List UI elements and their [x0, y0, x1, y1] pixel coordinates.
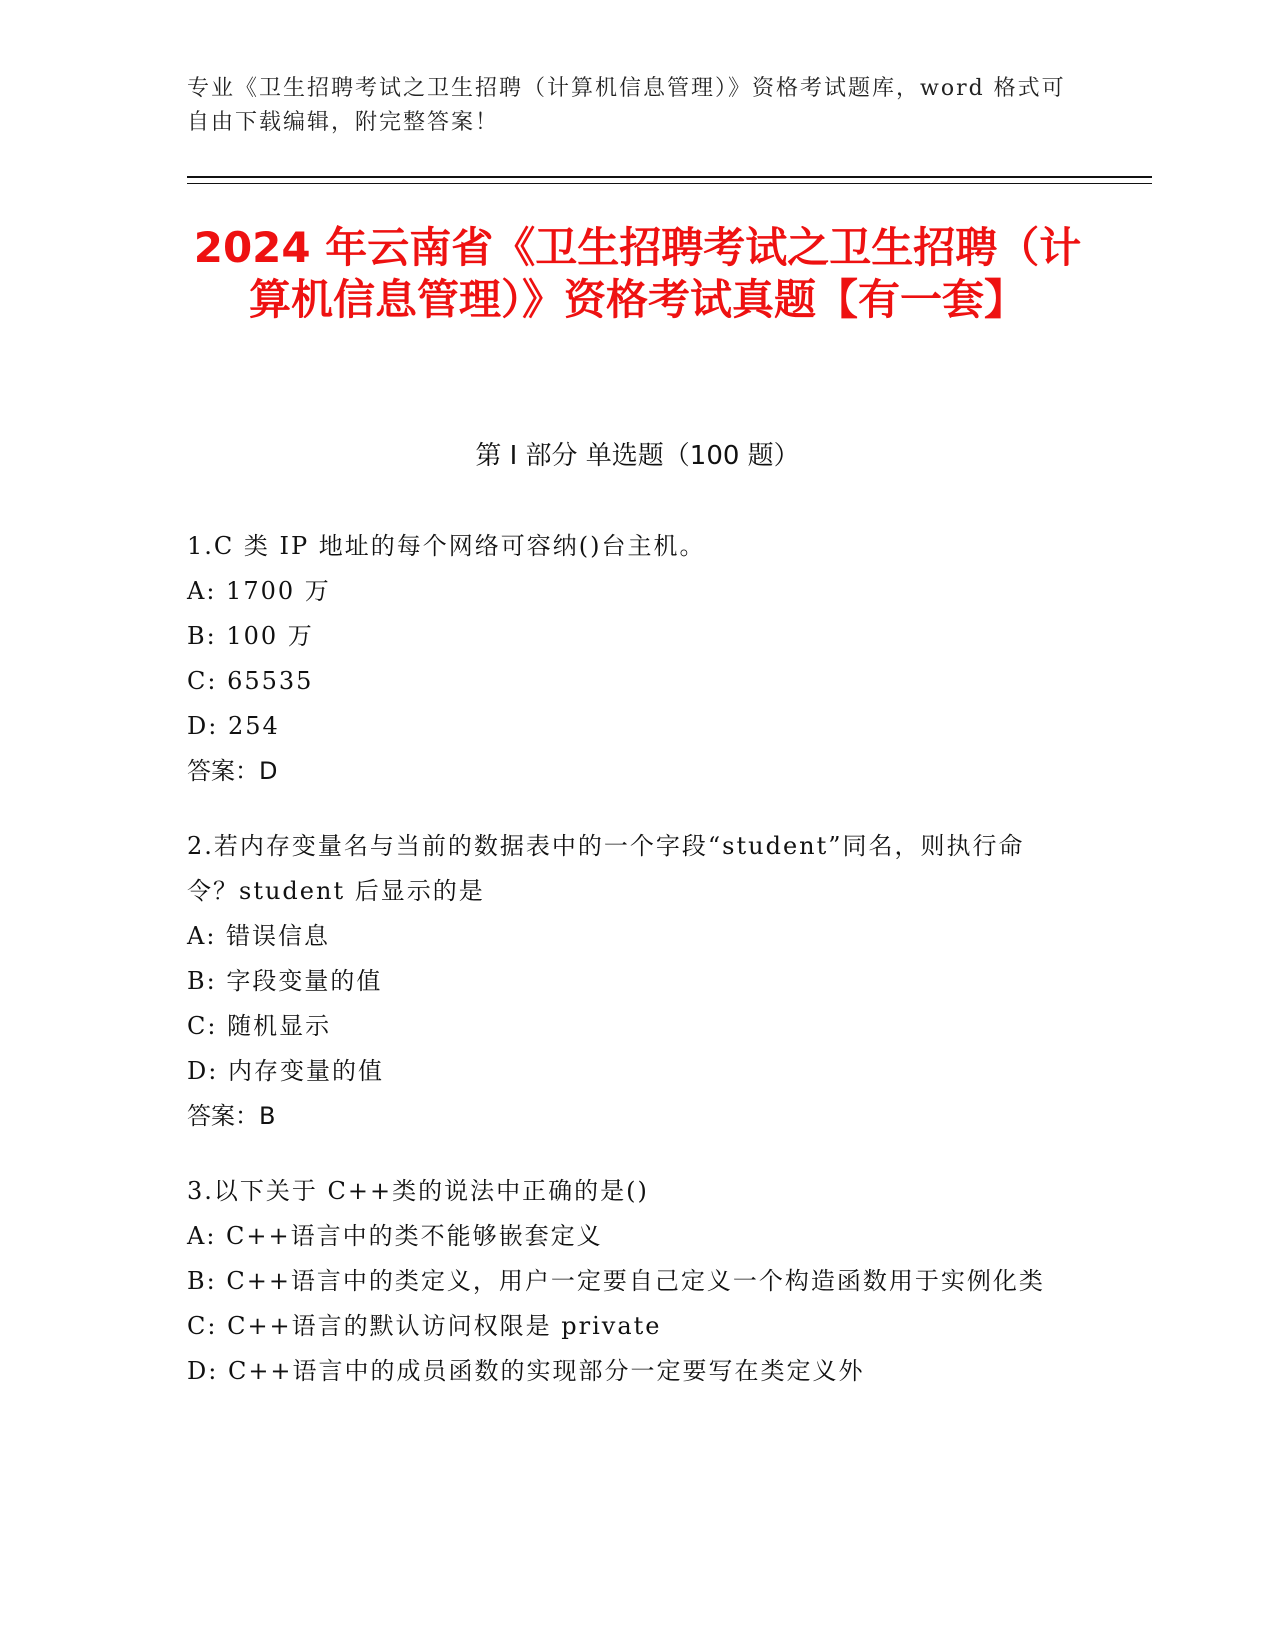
- answer: 答案：D: [187, 757, 278, 785]
- question-text: 3.以下关于 C++类的说法中正确的是(): [187, 1177, 649, 1205]
- option-d: D: C++语言中的成员函数的实现部分一定要写在类定义外: [187, 1357, 865, 1385]
- answer: 答案：B: [187, 1102, 276, 1130]
- question-1: [187, 524, 1067, 794]
- option-d: D: 254: [187, 712, 280, 740]
- question-text: 2.若内存变量名与当前的数据表中的一个字段“student”同名，则执行命令？student 后显示的是: [187, 832, 1025, 905]
- header-rule-thick: [187, 176, 1152, 178]
- header-note: 专业《卫生招聘考试之卫生招聘（计算机信息管理）》资格考试题库，word 格式可自由下载编辑，附完整答案！: [187, 76, 1066, 135]
- question-list: [187, 524, 1067, 1424]
- option-c: C: 随机显示: [187, 1012, 332, 1040]
- option-a: A: C++语言中的类不能够嵌套定义: [187, 1222, 603, 1250]
- question-3: [187, 1169, 1067, 1394]
- option-d: D: 内存变量的值: [187, 1057, 384, 1085]
- option-c: C: C++语言的默认访问权限是 private: [187, 1312, 662, 1340]
- question-2: [187, 824, 1067, 1139]
- document-title: 2024 年云南省《卫生招聘考试之卫生招聘（计算机信息管理）》资格考试真题【有一套】: [193, 223, 1082, 324]
- option-c: C: 65535: [187, 667, 314, 695]
- option-a: A: 错误信息: [187, 922, 331, 950]
- option-b: B: 字段变量的值: [187, 967, 383, 995]
- section-title: 第 I 部分 单选题（100 题）: [475, 441, 800, 471]
- header-rule-thin: [187, 183, 1152, 184]
- question-text: 1.C 类 IP 地址的每个网络可容纳()台主机。: [187, 532, 706, 560]
- option-a: A: 1700 万: [187, 577, 331, 605]
- option-b: B: C++语言中的类定义，用户一定要自己定义一个构造函数用于实例化类: [187, 1267, 1045, 1295]
- option-b: B: 100 万: [187, 622, 314, 650]
